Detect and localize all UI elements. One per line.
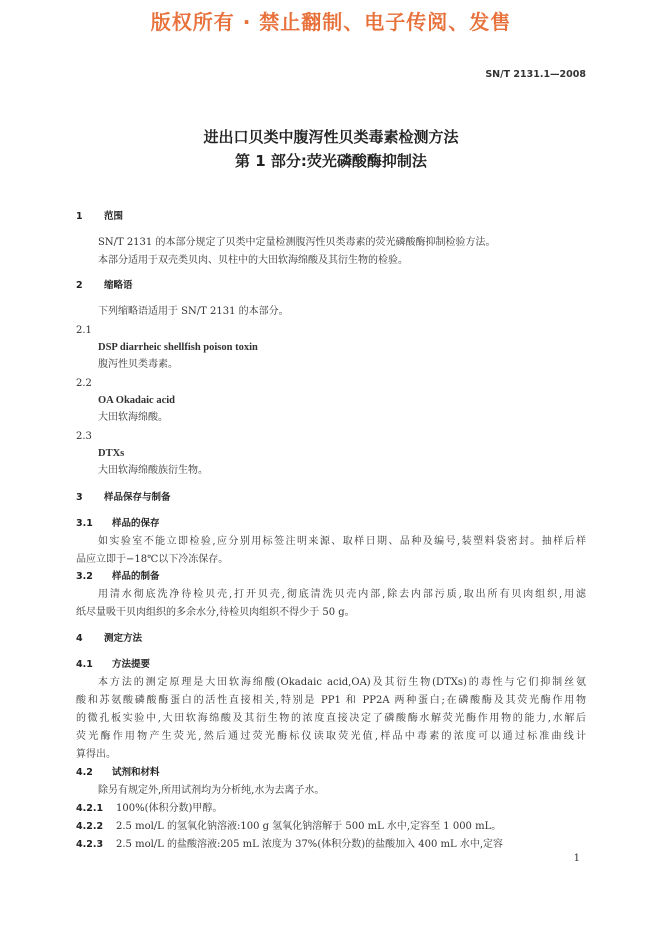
clause-number: 2.3 (76, 431, 92, 442)
subsection-title: 样品的保存 (112, 518, 160, 529)
clause-number: 4.2.3 (76, 839, 104, 850)
subsection-number: 4.1 (76, 659, 93, 670)
clause-text: 100%(体积分数)甲醇。 (116, 803, 223, 814)
subsection-3-1-heading (76, 517, 160, 531)
section-title: 范围 (104, 211, 124, 222)
section-title: 缩略语 (104, 280, 133, 291)
clause-number: 2.2 (76, 378, 92, 389)
section-3-heading (76, 491, 171, 505)
subsection-4-2-heading (76, 766, 160, 780)
page-number: 1 (573, 853, 580, 864)
clause-text: 2.5 mol/L 的盐酸溶液:205 mL 浓度为 37%(体积分数)的盐酸加入 400 mL 水中,定容 (116, 839, 504, 850)
subsection-number: 3.1 (76, 518, 93, 529)
abbreviation-term: DTXs (98, 448, 125, 459)
clause-number: 4.2.1 (76, 803, 104, 814)
abbreviation-term: OA Okadaic acid (98, 395, 176, 406)
subsection-title: 试剂和材料 (112, 767, 160, 778)
section-1-heading (76, 210, 123, 224)
section-title: 样品保存与制备 (104, 492, 171, 503)
paragraph-line: 荧光酶作用物产生荧光,然后通过荧光酶标仪读取荧光值,样品中毒素的浓度可以通过标准曲线计 (76, 731, 586, 742)
clause-4-2-1 (76, 802, 222, 816)
section-2-heading (76, 279, 133, 293)
abbreviation-definition: 大田软海绵酸。 (98, 412, 168, 423)
section-number: 2 (76, 280, 83, 291)
paragraph: 本部分适用于双壳类贝肉、贝柱中的大田软海绵酸及其衍生物的检验。 (98, 255, 408, 266)
subsection-title: 样品的制备 (112, 571, 160, 582)
paragraph-line: 用清水彻底洗净待检贝壳,打开贝壳,彻底清洗贝壳内部,除去内部污质,取出所有贝肉组织,用滤 (98, 589, 586, 600)
paragraph: SN/T 2131 的本部分规定了贝类中定量检测腹泻性贝类毒素的荧光磷酸酶抑制检验方法。 (98, 237, 496, 248)
subsection-title: 方法提要 (112, 659, 151, 670)
clause-number: 4.2.2 (76, 821, 104, 832)
standard-code: SN/T 2131.1—2008 (485, 69, 586, 80)
paragraph-line: 酸和苏氨酸磷酸酶蛋白的活性直接相关,特别是 PP1 和 PP2A 两种蛋白;在磷酸酶及其荧光酶作用物 (76, 695, 586, 706)
paragraph-line: 如实验室不能立即检验,应分别用标签注明来源、取样日期、品种及编号,装塑料袋密封。抽样后样 (98, 536, 586, 547)
clause-4-2-3 (76, 838, 503, 852)
watermark-banner: 版权所有 · 禁止翻制、电子传阅、发售 (150, 10, 512, 34)
abbreviation-term: DSP diarrheic shellfish poison toxin (98, 342, 258, 353)
paragraph: 下列缩略语适用于 SN/T 2131 的本部分。 (98, 306, 289, 317)
paragraph: 除另有规定外,所用试剂均为分析纯,水为去离子水。 (98, 785, 325, 796)
abbreviation-definition: 腹泻性贝类毒素。 (98, 359, 178, 370)
subsection-number: 4.2 (76, 767, 93, 778)
paragraph-line: 纸尽量吸干贝肉组织的多余水分,待检贝肉组织不得少于 50 g。 (76, 607, 355, 618)
section-title: 测定方法 (104, 633, 143, 644)
clause-text: 2.5 mol/L 的氢氧化钠溶液:100 g 氢氧化钠溶解于 500 mL 水中,定容至 1 000 mL。 (116, 821, 502, 832)
clause-number: 2.1 (76, 325, 92, 336)
document-title: 进出口贝类中腹泻性贝类毒素检测方法 (203, 128, 459, 146)
paragraph-line: 本方法的测定原理是大田软海绵酸(Okadaic acid,OA)及其衍生物(DTXs)的毒性与它们抑制丝氨 (98, 677, 586, 688)
section-number: 4 (76, 633, 83, 644)
paragraph-line: 的微孔板实验中,大田软海绵酸及其衍生物的浓度直接决定了磷酸酶水解荧光酶作用物的能力,水解后 (76, 713, 586, 724)
subsection-4-1-heading (76, 658, 150, 672)
paragraph-line: 算得出。 (76, 749, 116, 760)
abbreviation-definition: 大田软海绵酸族衍生物。 (98, 465, 208, 476)
paragraph-line: 品应立即于−18℃以下冷冻保存。 (76, 554, 229, 565)
subsection-3-2-heading (76, 570, 160, 584)
section-number: 3 (76, 492, 83, 503)
document-subtitle: 第 1 部分:荧光磷酸酶抑制法 (235, 152, 427, 170)
subsection-number: 3.2 (76, 571, 93, 582)
clause-4-2-2 (76, 820, 501, 834)
section-4-heading (76, 632, 142, 646)
section-number: 1 (76, 211, 83, 222)
